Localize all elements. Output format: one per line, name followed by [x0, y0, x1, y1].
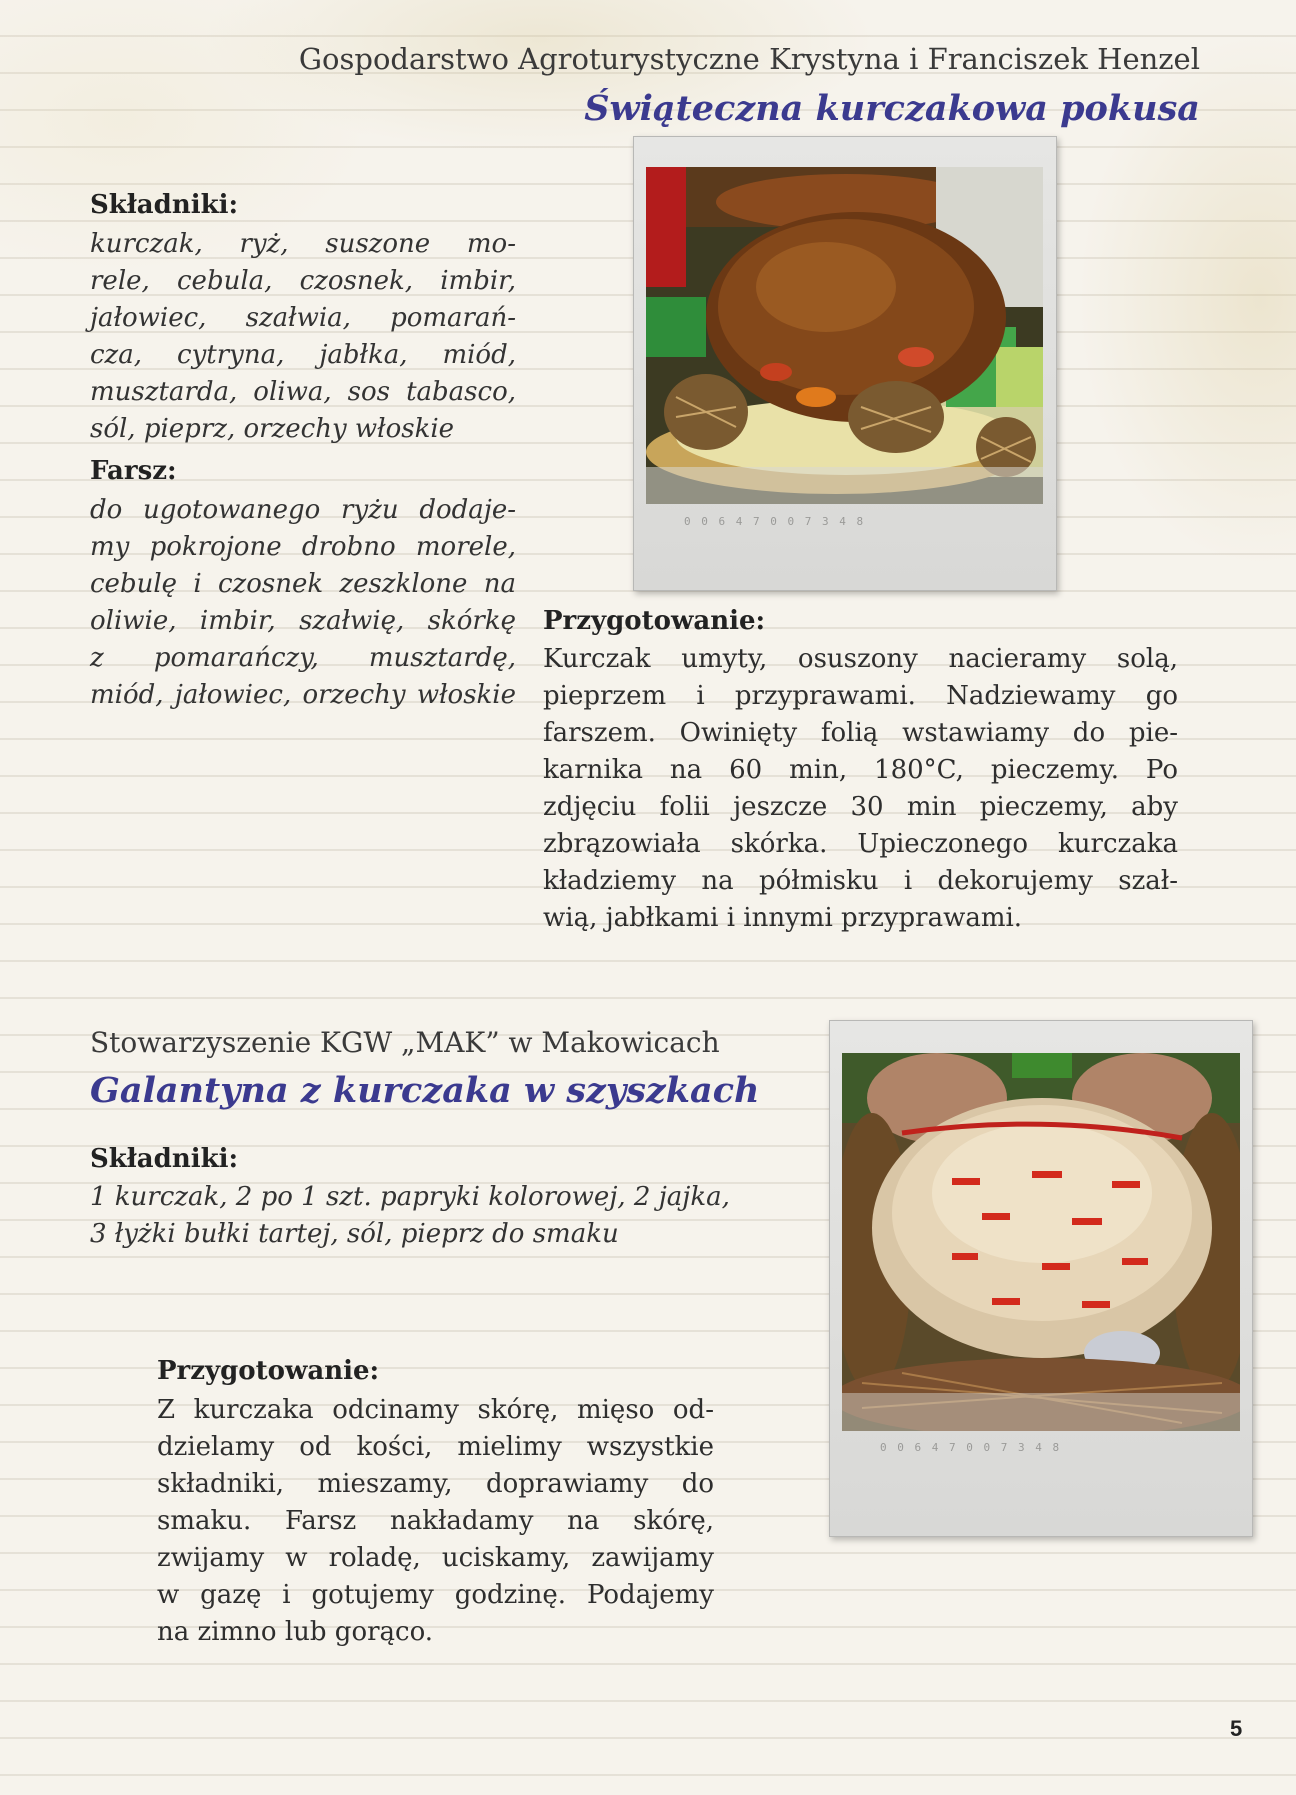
- preparation-line: Kurczak umyty, osuszony nacieramy solą,: [543, 644, 1178, 674]
- stuffing-line: do ugotowanego ryżu dodaje-: [90, 495, 516, 525]
- preparation-line: zwijamy w roladę, uciskamy, zawijamy: [157, 1543, 714, 1573]
- recipe2-ingredients-heading: Składniki:: [90, 1144, 239, 1174]
- preparation-line: na zimno lub gorąco.: [157, 1617, 434, 1647]
- ingredients-line: sól, pieprz, orzechy włoskie: [90, 414, 455, 444]
- ingredients-line: 1 kurczak, 2 po 1 szt. papryki kolorowej, 2 jajka,: [90, 1182, 730, 1212]
- preparation-line: zbrązowiała skórka. Upieczonego kurczaka: [543, 829, 1178, 859]
- recipe1-organization: Gospodarstwo Agroturystyczne Krystyna i Franciszek Henzel: [298, 42, 1200, 76]
- preparation-line: smaku. Farsz nakładamy na skórę,: [157, 1506, 714, 1536]
- recipe1-stuffing-text: [90, 492, 516, 714]
- preparation-line: pieprzem i przyprawami. Nadziewamy go: [543, 681, 1178, 711]
- preparation-line: w gazę i gotujemy godzinę. Podajemy: [157, 1580, 714, 1610]
- recipe1-title: Świąteczna kurczakowa pokusa: [584, 88, 1200, 129]
- recipe2-organization: Stowarzyszenie KGW „MAK” w Makowicach: [90, 1026, 720, 1059]
- ingredients-line: jałowiec, szałwia, pomarań-: [90, 303, 516, 333]
- recipe2-ingredients-text: [90, 1179, 800, 1253]
- preparation-line: karnika na 60 min, 180°C, pieczemy. Po: [543, 755, 1178, 785]
- preparation-line: zdjęciu folii jeszcze 30 min pieczemy, aby: [543, 792, 1178, 822]
- preparation-line: dzielamy od kości, mielimy wszystkie: [157, 1432, 714, 1462]
- recipe1-ingredients-heading: Składniki:: [90, 190, 239, 220]
- preparation-line: kładziemy na półmisku i dekorujemy szał-: [543, 866, 1178, 896]
- stuffing-line: my pokrojone drobno morele,: [90, 532, 516, 562]
- stuffing-line: z pomarańczy, musztardę,: [90, 643, 516, 673]
- ingredients-line: kurczak, ryż, suszone mo-: [90, 229, 516, 259]
- preparation-line: Z kurczaka odcinamy skórę, mięso od-: [157, 1395, 714, 1425]
- recipe1-stuffing-heading: Farsz:: [90, 456, 177, 486]
- recipe1-preparation-text: [543, 641, 1178, 937]
- galantine-photo: [842, 1053, 1240, 1431]
- preparation-line: wią, jabłkami i innymi przyprawami.: [543, 903, 1023, 933]
- recipe2-photo-frame: [829, 1020, 1253, 1537]
- preparation-line: farszem. Owinięty folią wstawiamy do pie-: [543, 718, 1178, 748]
- photo-date-stamp: 0 0 6 4 7 0 0 7 3 4 8: [880, 1441, 1062, 1454]
- recipe2-preparation-text: [157, 1392, 714, 1651]
- ingredients-line: musztarda, oliwa, sos tabasco,: [90, 377, 516, 407]
- recipe2-title: Galantyna z kurczaka w szyszkach: [90, 1070, 760, 1111]
- recipe2-preparation-heading: Przygotowanie:: [157, 1356, 380, 1386]
- preparation-line: składniki, mieszamy, doprawiamy do: [157, 1469, 714, 1499]
- stuffing-line: oliwie, imbir, szałwię, skórkę: [90, 606, 516, 636]
- stuffing-line: cebulę i czosnek zeszklone na: [90, 569, 516, 599]
- photo-date-stamp: 0 0 6 4 7 0 0 7 3 4 8: [684, 515, 866, 528]
- stuffing-line: miód, jałowiec, orzechy włoskie: [90, 680, 516, 710]
- ingredients-line: rele, cebula, czosnek, imbir,: [90, 266, 516, 296]
- page-number: 5: [1230, 1716, 1243, 1741]
- roast-chicken-photo: [646, 167, 1043, 504]
- ingredients-line: cza, cytryna, jabłka, miód,: [90, 340, 516, 370]
- recipe1-ingredients-text: [90, 226, 516, 448]
- recipe1-photo-frame: [633, 136, 1057, 591]
- ingredients-line: 3 łyżki bułki tartej, sól, pieprz do smaku: [90, 1219, 619, 1249]
- recipe1-preparation-heading: Przygotowanie:: [543, 606, 766, 636]
